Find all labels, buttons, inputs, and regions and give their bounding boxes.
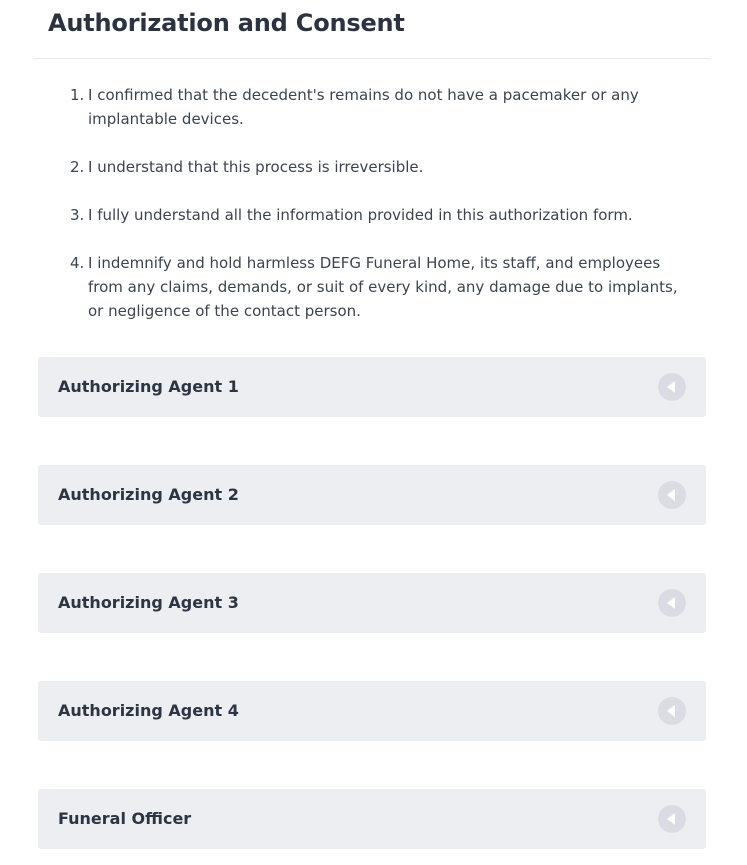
consent-item-1 <box>70 83 695 131</box>
consent-number: 3. <box>70 206 85 224</box>
collapse-toggle-icon[interactable] <box>658 805 686 833</box>
consent-item-2 <box>70 155 695 179</box>
panel-title: Funeral Officer <box>58 809 192 828</box>
panel-authorizing-agent-4[interactable] <box>38 681 706 741</box>
page-title: Authorization and Consent <box>48 9 405 37</box>
consent-item-4 <box>70 251 695 323</box>
panel-funeral-officer[interactable] <box>38 789 706 849</box>
title-divider <box>34 58 710 59</box>
collapse-toggle-icon[interactable] <box>658 373 686 401</box>
consent-item-3 <box>70 203 695 227</box>
collapse-toggle-icon[interactable] <box>658 697 686 725</box>
panel-title: Authorizing Agent 3 <box>58 593 239 612</box>
panel-title: Authorizing Agent 4 <box>58 701 239 720</box>
panel-authorizing-agent-2[interactable] <box>38 465 706 525</box>
consent-number: 2. <box>70 158 85 176</box>
collapse-toggle-icon[interactable] <box>658 589 686 617</box>
panel-title: Authorizing Agent 1 <box>58 377 239 396</box>
consent-number: 1. <box>70 86 85 104</box>
consent-list <box>70 83 695 347</box>
panel-title: Authorizing Agent 2 <box>58 485 239 504</box>
consent-number: 4. <box>70 254 85 272</box>
consent-text: I understand that this process is irreversible. <box>88 158 424 176</box>
panel-authorizing-agent-3[interactable] <box>38 573 706 633</box>
collapse-toggle-icon[interactable] <box>658 481 686 509</box>
consent-text: I confirmed that the decedent's remains do not have a pacemaker or any implantable devices. <box>88 86 639 128</box>
consent-text: I fully understand all the information provided in this authorization form. <box>88 206 633 224</box>
panel-authorizing-agent-1[interactable] <box>38 357 706 417</box>
consent-text: I indemnify and hold harmless DEFG Funeral Home, its staff, and employees from any claims, demands, or suit of every kind, any damage due to implants, or negligence of the contact person. <box>88 254 678 320</box>
